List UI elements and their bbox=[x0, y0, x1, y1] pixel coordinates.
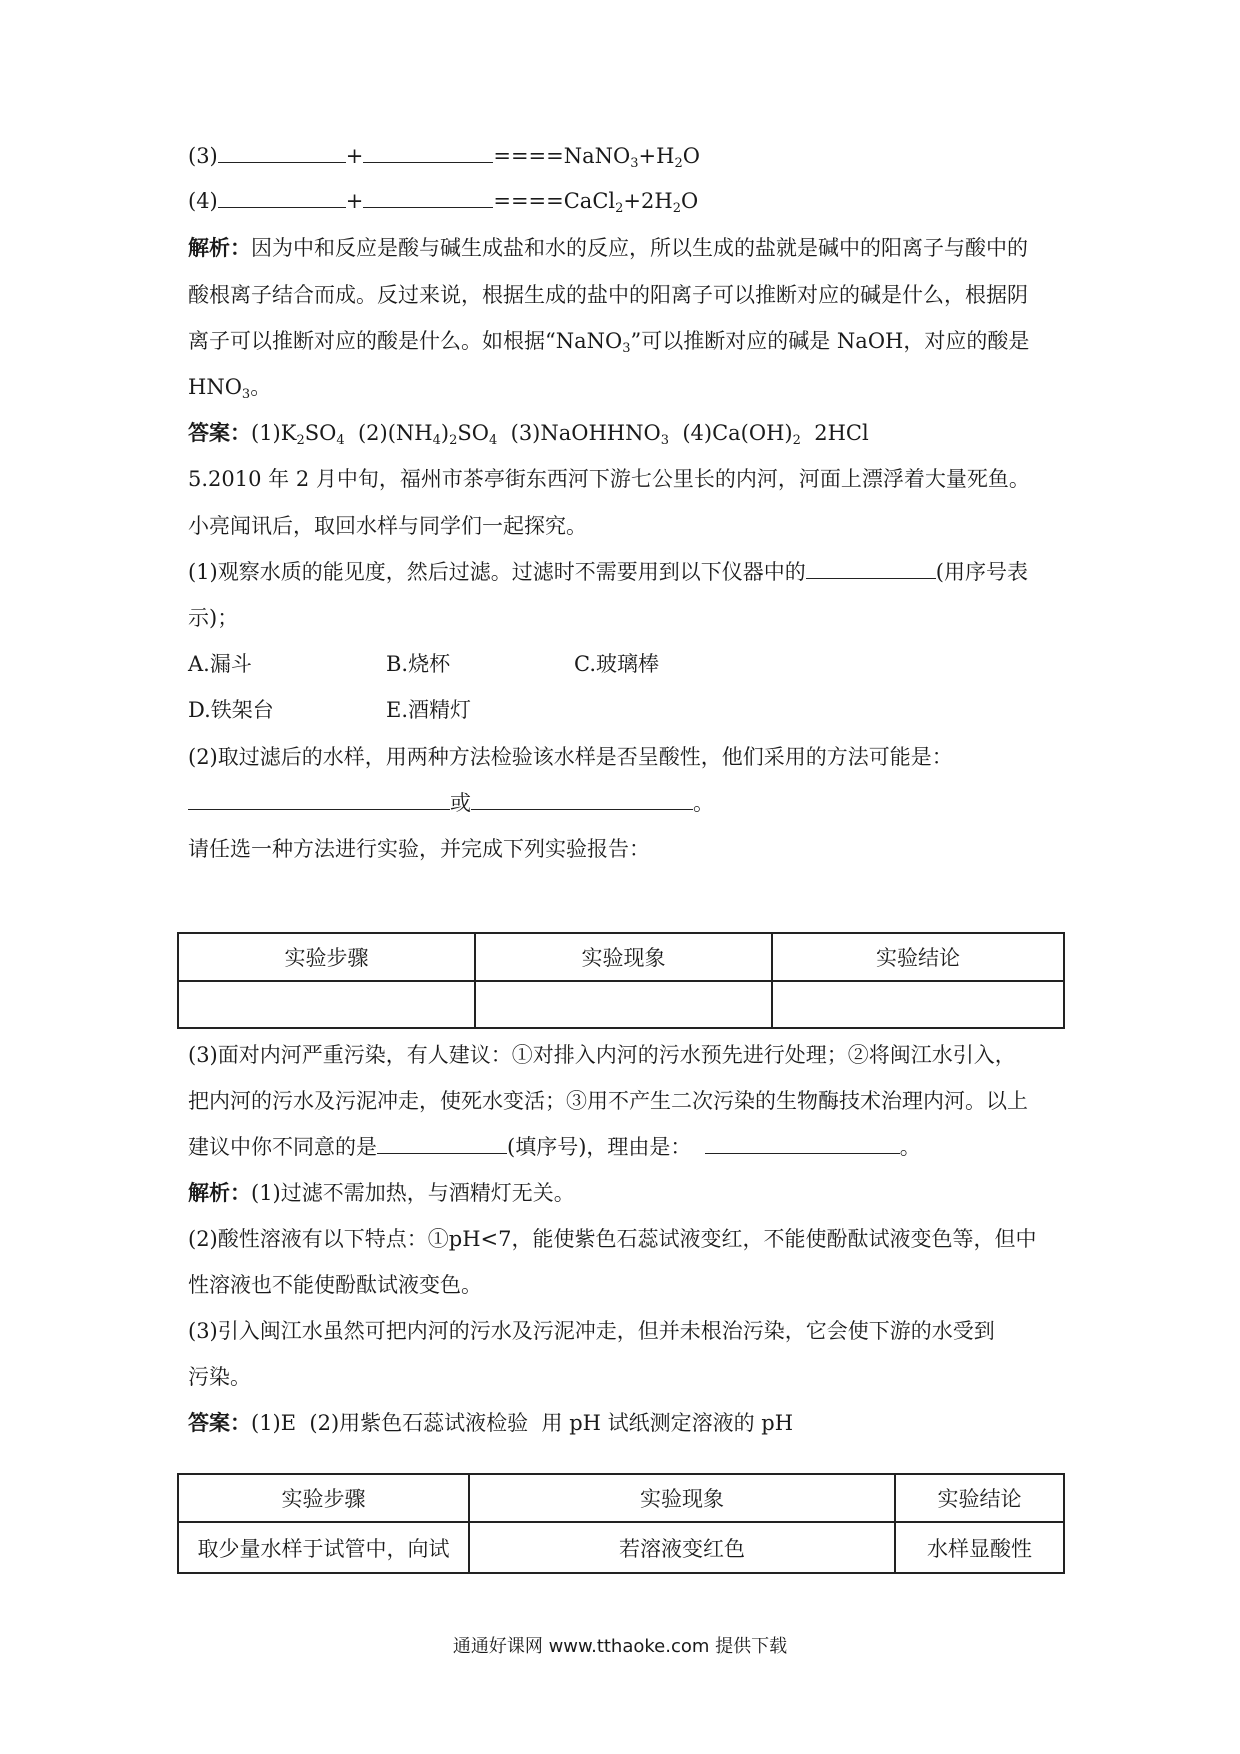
answer-part: SO bbox=[304, 421, 337, 445]
analysis-line bbox=[188, 1178, 1068, 1208]
subscript: 4 bbox=[336, 433, 345, 448]
options-row bbox=[188, 695, 1068, 725]
option-d: D.铁架台 bbox=[188, 698, 274, 722]
table-cell: 若溶液变红色 bbox=[469, 1522, 895, 1573]
table-header-cell: 实验步骤 bbox=[178, 1474, 469, 1522]
answer-part: (2)(NH bbox=[357, 421, 433, 445]
question-text: 或 bbox=[450, 791, 471, 815]
answer-blank[interactable] bbox=[471, 789, 693, 810]
answer-blank[interactable] bbox=[218, 142, 346, 163]
question-line bbox=[188, 1132, 1068, 1162]
answer-part: SO bbox=[457, 421, 489, 445]
question-line: 请任选一种方法进行实验，并完成下列实验报告： bbox=[188, 837, 650, 861]
equation-product: +H bbox=[638, 144, 675, 168]
analysis-line: (3)引入闽江水虽然可把内河的污水及污泥冲走，但并未根治污染，它会使下游的水受到 bbox=[188, 1319, 995, 1343]
table-row bbox=[178, 1522, 1064, 1573]
subscript: 3 bbox=[241, 387, 251, 402]
question-text: 。 bbox=[693, 791, 714, 815]
equation-product: +2H bbox=[623, 189, 673, 213]
question-text: (用序号表 bbox=[935, 560, 1028, 584]
question-text: (填序号)，理由是： bbox=[507, 1135, 692, 1159]
option-e: E.酒精灯 bbox=[386, 698, 472, 722]
table-header-cell: 实验步骤 bbox=[178, 933, 475, 981]
analysis-text: 离子可以推断对应的酸是什么。如根据“NaNO bbox=[188, 329, 623, 353]
question-line: 示)； bbox=[188, 606, 239, 630]
subscript: 2 bbox=[792, 433, 801, 448]
subscript: 2 bbox=[449, 433, 458, 448]
answer-part: (4)Ca(OH) bbox=[682, 421, 793, 445]
answer-blank[interactable] bbox=[218, 187, 346, 208]
answer-blank[interactable] bbox=[377, 1133, 507, 1154]
experiment-report-table bbox=[177, 932, 1065, 1029]
subscript: 2 bbox=[615, 201, 624, 216]
table-row bbox=[178, 981, 1064, 1028]
question-part-2: (2)取过滤后的水样，用两种方法检验该水样是否呈酸性，他们采用的方法可能是： bbox=[188, 745, 953, 769]
analysis-text: 因为中和反应是酸与碱生成盐和水的反应，所以生成的盐就是碱中的阳离子与酸中的 bbox=[251, 236, 1028, 260]
table-header-row bbox=[178, 1474, 1064, 1522]
table-cell: 水样显酸性 bbox=[895, 1522, 1064, 1573]
table-header-cell: 实验现象 bbox=[475, 933, 772, 981]
analysis-line: 酸根离子结合而成。反过来说，根据生成的盐中的阳离子可以推断对应的碱是什么，根据阴 bbox=[188, 283, 1028, 307]
subscript: 4 bbox=[432, 433, 441, 448]
equation-number: (4) bbox=[188, 189, 218, 213]
option-c: C.玻璃棒 bbox=[574, 652, 659, 676]
table-header-cell: 实验结论 bbox=[895, 1474, 1064, 1522]
answer-line bbox=[188, 418, 1068, 448]
analysis-line bbox=[188, 326, 1068, 356]
answer-report-table bbox=[177, 1473, 1065, 1574]
subscript: 3 bbox=[660, 433, 669, 448]
equation-product: O bbox=[682, 144, 700, 168]
answer-blank[interactable] bbox=[363, 187, 493, 208]
table-header-row bbox=[178, 933, 1064, 981]
analysis-line bbox=[188, 233, 1068, 263]
table-header-cell: 实验结论 bbox=[772, 933, 1064, 981]
analysis-line: 污染。 bbox=[188, 1365, 251, 1389]
answer-text: (1)E (2)用紫色石蕊试液检验 用 pH 试纸测定溶液的 pH bbox=[251, 1411, 794, 1435]
question-text: 。 bbox=[899, 1135, 921, 1159]
analysis-text: HNO bbox=[188, 375, 242, 399]
answer-label: 答案： bbox=[188, 420, 251, 445]
answer-part: (1)K bbox=[251, 421, 297, 445]
analysis-text: (1)过滤不需加热，与酒精灯无关。 bbox=[251, 1181, 575, 1205]
equation-product: O bbox=[680, 189, 699, 213]
equation-number: (3) bbox=[188, 144, 218, 168]
question-text: 建议中你不同意的是 bbox=[188, 1135, 377, 1159]
subscript: 3 bbox=[622, 341, 631, 356]
analysis-text: 。 bbox=[250, 375, 272, 399]
answer-part: (3)NaOHHNO bbox=[510, 421, 661, 445]
equation-product: ====CaCl bbox=[493, 189, 616, 213]
subscript: 3 bbox=[630, 156, 639, 171]
subscript: 2 bbox=[296, 433, 305, 448]
subscript: 2 bbox=[672, 201, 681, 216]
answer-part: ) bbox=[440, 421, 450, 445]
plus-sign: + bbox=[345, 144, 364, 168]
analysis-text: ”可以推断对应的碱是 NaOH，对应的酸是 bbox=[630, 329, 1030, 353]
question-line: 把内河的污水及污泥冲走，使死水变活；③用不产生二次污染的生物酶技术治理内河。以上 bbox=[188, 1089, 1028, 1113]
table-header-cell: 实验现象 bbox=[469, 1474, 895, 1522]
analysis-label: 解析： bbox=[188, 235, 251, 260]
answer-blank[interactable] bbox=[705, 1133, 900, 1154]
answer-label: 答案： bbox=[188, 1410, 251, 1435]
answer-blank[interactable] bbox=[363, 142, 493, 163]
table-cell-empty[interactable] bbox=[772, 981, 1064, 1028]
equation-4 bbox=[188, 186, 1068, 216]
answer-line bbox=[188, 1408, 1068, 1438]
answer-part: 2HCl bbox=[814, 421, 869, 445]
answer-blank[interactable] bbox=[188, 789, 450, 810]
question-text: (1)观察水质的能见度，然后过滤。过滤时不需要用到以下仪器中的 bbox=[188, 560, 806, 584]
analysis-label: 解析： bbox=[188, 1180, 251, 1205]
question-blanks-line bbox=[188, 788, 1068, 818]
equation-product: ====NaNO bbox=[493, 144, 631, 168]
subscript: 4 bbox=[488, 433, 498, 448]
analysis-line: 性溶液也不能使酚酞试液变色。 bbox=[188, 1273, 482, 1297]
question-part-3: (3)面对内河严重污染，有人建议：①对排入内河的污水预先进行处理；②将闽江水引入， bbox=[188, 1043, 1016, 1067]
analysis-line bbox=[188, 372, 1068, 402]
page-footer: 通通好课网 www.tthaoke.com 提供下载 bbox=[452, 1636, 788, 1657]
options-row bbox=[188, 649, 1068, 679]
table-cell-empty[interactable] bbox=[178, 981, 475, 1028]
subscript: 2 bbox=[674, 156, 683, 171]
option-a: A.漏斗 bbox=[188, 652, 252, 676]
answer-blank[interactable] bbox=[806, 558, 936, 579]
question-line: 小亮闻讯后，取回水样与同学们一起探究。 bbox=[188, 514, 587, 538]
question-part-1 bbox=[188, 557, 1068, 587]
question-line: 5.2010 年 2 月中旬，福州市茶亭街东西河下游七公里长的内河，河面上漂浮着大量死鱼。 bbox=[188, 467, 1030, 491]
plus-sign: + bbox=[345, 189, 364, 213]
table-cell: 取少量水样于试管中，向试 bbox=[178, 1522, 469, 1573]
table-cell-empty[interactable] bbox=[475, 981, 772, 1028]
option-b: B.烧杯 bbox=[386, 652, 451, 676]
analysis-line: (2)酸性溶液有以下特点：①pH<7，能使紫色石蕊试液变红，不能使酚酞试液变色等，但中 bbox=[188, 1227, 1037, 1251]
equation-3 bbox=[188, 141, 1068, 171]
